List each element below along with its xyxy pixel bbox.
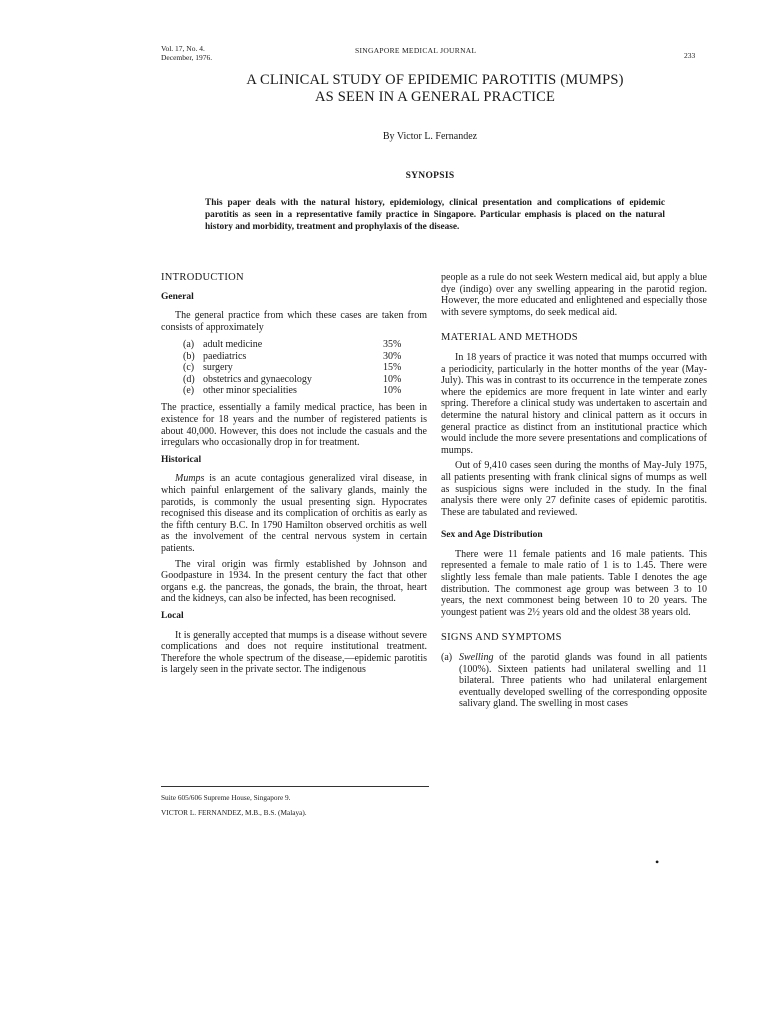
footnote (161, 786, 429, 823)
historical-heading: Historical (161, 454, 202, 465)
footnote-address: Suite 605/606 Supreme House, Singapore 9. (161, 793, 291, 802)
local-heading: Local (161, 610, 184, 621)
list-item: (c) surgery 15% (183, 362, 402, 374)
right-column (441, 272, 707, 710)
date-line: December, 1976. (161, 53, 213, 62)
title-line-2: AS SEEN IN A GENERAL PRACTICE (314, 89, 556, 105)
list-item: (b) paediatrics 30% (183, 350, 402, 362)
journal-volume-date (161, 44, 212, 62)
signs-heading: SIGNS AND SYMPTOMS (441, 632, 562, 644)
signs-item-a: (a) Swelling of the parotid glands was found in all patients (100%). Sixteen patients had unilateral swelling and 11 bilateral. Three patients who had unilateral enlargement eventually developed swelling of the corresponding opposite salivary gland. The swelling in most cases (441, 652, 707, 710)
historical-paragraph-2: The viral origin was firmly established by Johnson and Goodpasture in 1934. In the present century the fact that other organs e.g. the pancreas, the gonads, the brain, the throat, heart and the kidneys, can also be infected, has been recognised. (161, 558, 427, 605)
methods-paragraph-1: In 18 years of practice it was noted that mumps occurred with a periodicity, particularly in the hotter months of the year (May-July). This was in contrast to its occurrence in the temperate zones where the epidemics are more frequent in late winter and early spring. Therefore a clinical study was undertaken to ascertain and determine the natural history and clinical pattern as it occurs in general practice as distinct from an institutional practice which would include the more severe presentations and complications of mumps. (441, 351, 707, 456)
footnote-author: VICTOR L. FERNANDEZ, M.B., B.S. (Malaya). (161, 808, 307, 817)
synopsis-heading: SYNOPSIS (405, 171, 455, 181)
methods-heading: MATERIAL AND METHODS (441, 332, 578, 344)
introduction-heading: INTRODUCTION (161, 272, 244, 283)
journal-name: SINGAPORE MEDICAL JOURNAL (355, 46, 477, 55)
page-number: 233 (684, 51, 696, 60)
mumps-term: Mumps (175, 473, 205, 485)
general-paragraph-2: The practice, essentially a family medical practice, has been in existence for 18 years and the number of registered patients is about 40,000. However, this does not include the casuals and the irregulars who occasionally drop in for treatment. (161, 402, 427, 449)
sex-age-paragraph: There were 11 female patients and 16 male patients. This represented a female to male ratio of 1 is to 1.45. There were slightly less female than male patients. Table I denotes the age distribution. The commonest age group was between 3 to 10 years, the next commonest being between 10 to 20 years. The youngest patient was 2½ years old and the oldest 38 years old. (441, 548, 707, 618)
general-paragraph-1: The general practice from which these cases are taken from consists of approximately (161, 310, 427, 333)
author-byline: By Victor L. Fernandez (382, 131, 478, 142)
list-item: (e) other minor specialities 10% (183, 385, 402, 396)
methods-paragraph-2: Out of 9,410 cases seen during the months of May-July 1975, all patients presenting with frank clinical signs of mumps as well as suspicious signs were included in the study. In the final analysis there were only 27 definite cases of epidemic parotitis. These are tabulated and reviewed. (441, 460, 707, 518)
list-item: (d) obstetrics and gynaecology 10% (183, 373, 402, 385)
historical-paragraph-1: Mumps is an acute contagious generalized viral disease, in which painful enlargement of the salivary glands, mainly the parotids, is commonly the usual presenting sign. Hypocrates recognised this disease and its complication of orchitis as early as the fifth century B.C. In 1790 Hamilton observed orchitis as well as the involvement of the central nervous system in certain patients. (161, 473, 427, 554)
title-line-1: A CLINICAL STUDY OF EPIDEMIC PAROTITIS (MUMPS) (246, 72, 624, 88)
item-letter: (a) (441, 652, 453, 664)
local-paragraph-1: It is generally accepted that mumps is a disease without severe complications and does not require institutional treatment. Therefore the whole spectrum of the disease,—epidemic parotitis is largely seen in the private sector. The indigenous (161, 629, 427, 676)
list-item: (a) adult medicine 35% (183, 339, 402, 351)
volume-line: Vol. 17, No. 4. (161, 44, 205, 53)
practice-breakdown-list (183, 339, 427, 396)
swelling-term: Swelling (459, 652, 494, 664)
left-column (161, 272, 427, 680)
article-title (130, 72, 740, 106)
local-paragraph-continued: people as a rule do not seek Western medical aid, but apply a blue dye (indigo) over any swelling appearing in the parotid region. However, the more educated and enlightened and especially those with severe symptoms, do seek medical aid. (441, 272, 707, 318)
page-mark: • (655, 855, 660, 869)
general-heading: General (161, 291, 194, 302)
sex-age-heading: Sex and Age Distribution (441, 530, 543, 541)
synopsis-text: This paper deals with the natural history, epidemiology, clinical presentation and complications of epidemic parotitis as seen in a representative family practice in Singapore. Particular emphasis is placed on the natural history and morbidity, treatment and prophylaxis of the disease. (205, 198, 665, 232)
